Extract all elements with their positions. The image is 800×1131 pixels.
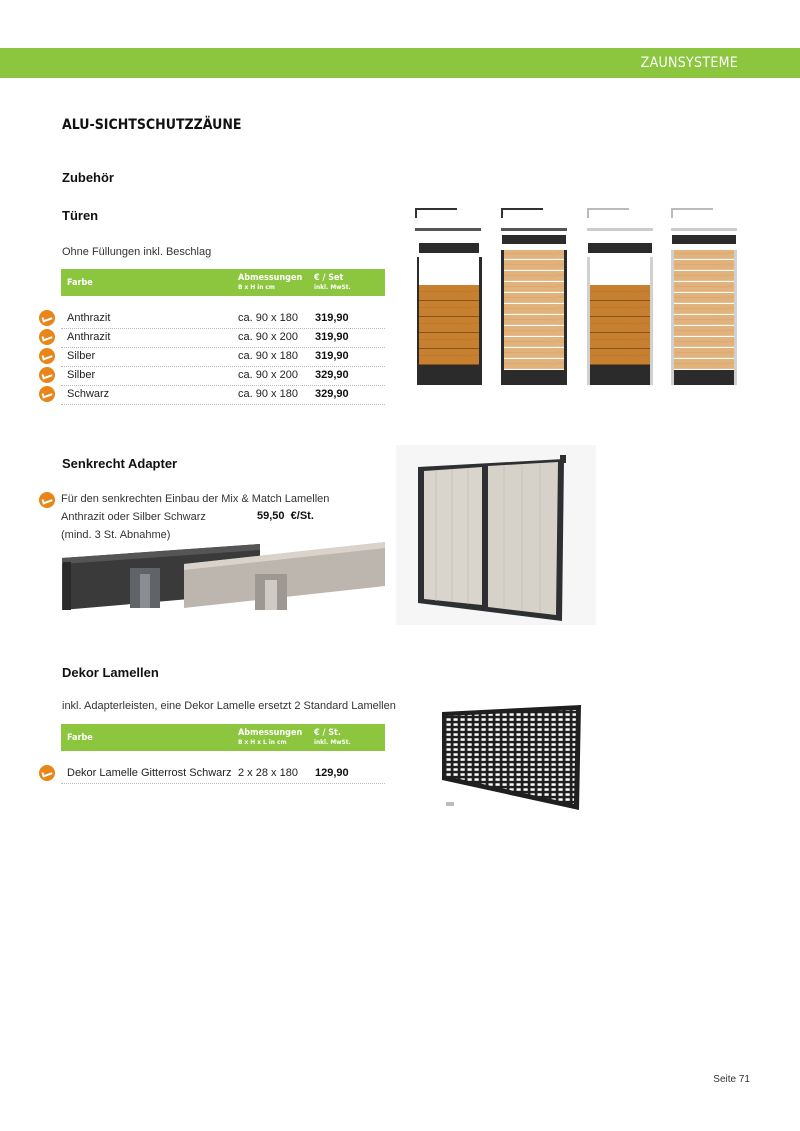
- col-abmessungen: [238, 274, 302, 291]
- price: 319,90: [315, 350, 349, 362]
- dekor-description: inkl. Adapterleisten, eine Dekor Lamelle ersetzt 2 Standard Lamellen: [62, 700, 396, 712]
- gate-doors-image: [410, 205, 740, 390]
- page-number: Seite 71: [713, 1074, 750, 1085]
- page-title: ALU-SICHTSCHUTZZÄUNE: [62, 117, 242, 133]
- adapter-price-unit: €/St.: [290, 510, 314, 522]
- adapter-profiles-image: [60, 538, 388, 613]
- table-row: [61, 764, 385, 784]
- farbe: Silber: [67, 369, 96, 381]
- adapter-heading: Senkrecht Adapter: [62, 456, 178, 471]
- table-row: [61, 366, 385, 386]
- tueren-table-header: [61, 269, 385, 296]
- price: 129,90: [315, 767, 349, 779]
- dekor-heading: Dekor Lamellen: [62, 665, 159, 680]
- col-abm-label: Abmessungen: [238, 273, 303, 283]
- abmessungen: ca. 90 x 180: [238, 388, 298, 400]
- col-farbe: Farbe: [67, 278, 93, 288]
- adapter-line1: Für den senkrechten Einbau der Mix & Match Lamellen: [61, 493, 330, 505]
- col-price-label: € / St.: [314, 728, 342, 738]
- dekor-grid-image: [438, 702, 588, 814]
- table-row: [61, 347, 385, 367]
- abmessungen: 2 x 28 x 180: [238, 767, 298, 779]
- abmessungen: ca. 90 x 200: [238, 331, 298, 343]
- checkmark-icon: [39, 329, 55, 345]
- adapter-fence-image: [396, 445, 596, 625]
- table-row: [61, 328, 385, 348]
- price: 319,90: [315, 312, 349, 324]
- abmessungen: ca. 90 x 180: [238, 312, 298, 324]
- abmessungen: ca. 90 x 180: [238, 350, 298, 362]
- tueren-description: Ohne Füllungen inkl. Beschlag: [62, 246, 212, 258]
- farbe: Silber: [67, 350, 96, 362]
- farbe: Schwarz: [67, 388, 110, 400]
- col-price: [314, 274, 351, 291]
- tueren-heading: Türen: [62, 208, 99, 223]
- col-price: [314, 729, 351, 746]
- adapter-line3: (mind. 3 St. Abnahme): [61, 529, 171, 541]
- adapter-price: [257, 510, 314, 522]
- checkmark-icon: [39, 386, 55, 402]
- col-price-sub: inkl. MwSt.: [314, 283, 351, 291]
- col-abmessungen: [238, 729, 302, 746]
- table-row: [61, 385, 385, 405]
- checkmark-icon: [39, 310, 55, 326]
- price: 329,90: [315, 369, 349, 381]
- col-farbe: Farbe: [67, 733, 93, 743]
- col-price-sub: inkl. MwSt.: [314, 738, 351, 746]
- col-price-label: € / Set: [314, 273, 344, 283]
- farbe: Anthrazit: [67, 312, 111, 324]
- adapter-price-value: 59,50: [257, 510, 285, 522]
- dekor-table-header: [61, 724, 385, 751]
- checkmark-icon: [39, 492, 55, 508]
- col-abm-label: Abmessungen: [238, 728, 303, 738]
- checkmark-icon: [39, 348, 55, 364]
- zubehoer-heading: Zubehör: [62, 170, 114, 185]
- section-title: ZAUNSYSTEME: [640, 55, 738, 71]
- abmessungen: ca. 90 x 200: [238, 369, 298, 381]
- farbe: Dekor Lamelle Gitterrost Schwarz: [67, 767, 232, 779]
- col-abm-sub: B x H x L in cm: [238, 738, 287, 746]
- checkmark-icon: [39, 765, 55, 781]
- checkmark-icon: [39, 367, 55, 383]
- table-row: [61, 309, 385, 329]
- price: 319,90: [315, 331, 349, 343]
- farbe: Anthrazit: [67, 331, 111, 343]
- price: 329,90: [315, 388, 349, 400]
- adapter-line2: Anthrazit oder Silber Schwarz: [61, 511, 206, 523]
- col-abm-sub: B x H in cm: [238, 283, 275, 291]
